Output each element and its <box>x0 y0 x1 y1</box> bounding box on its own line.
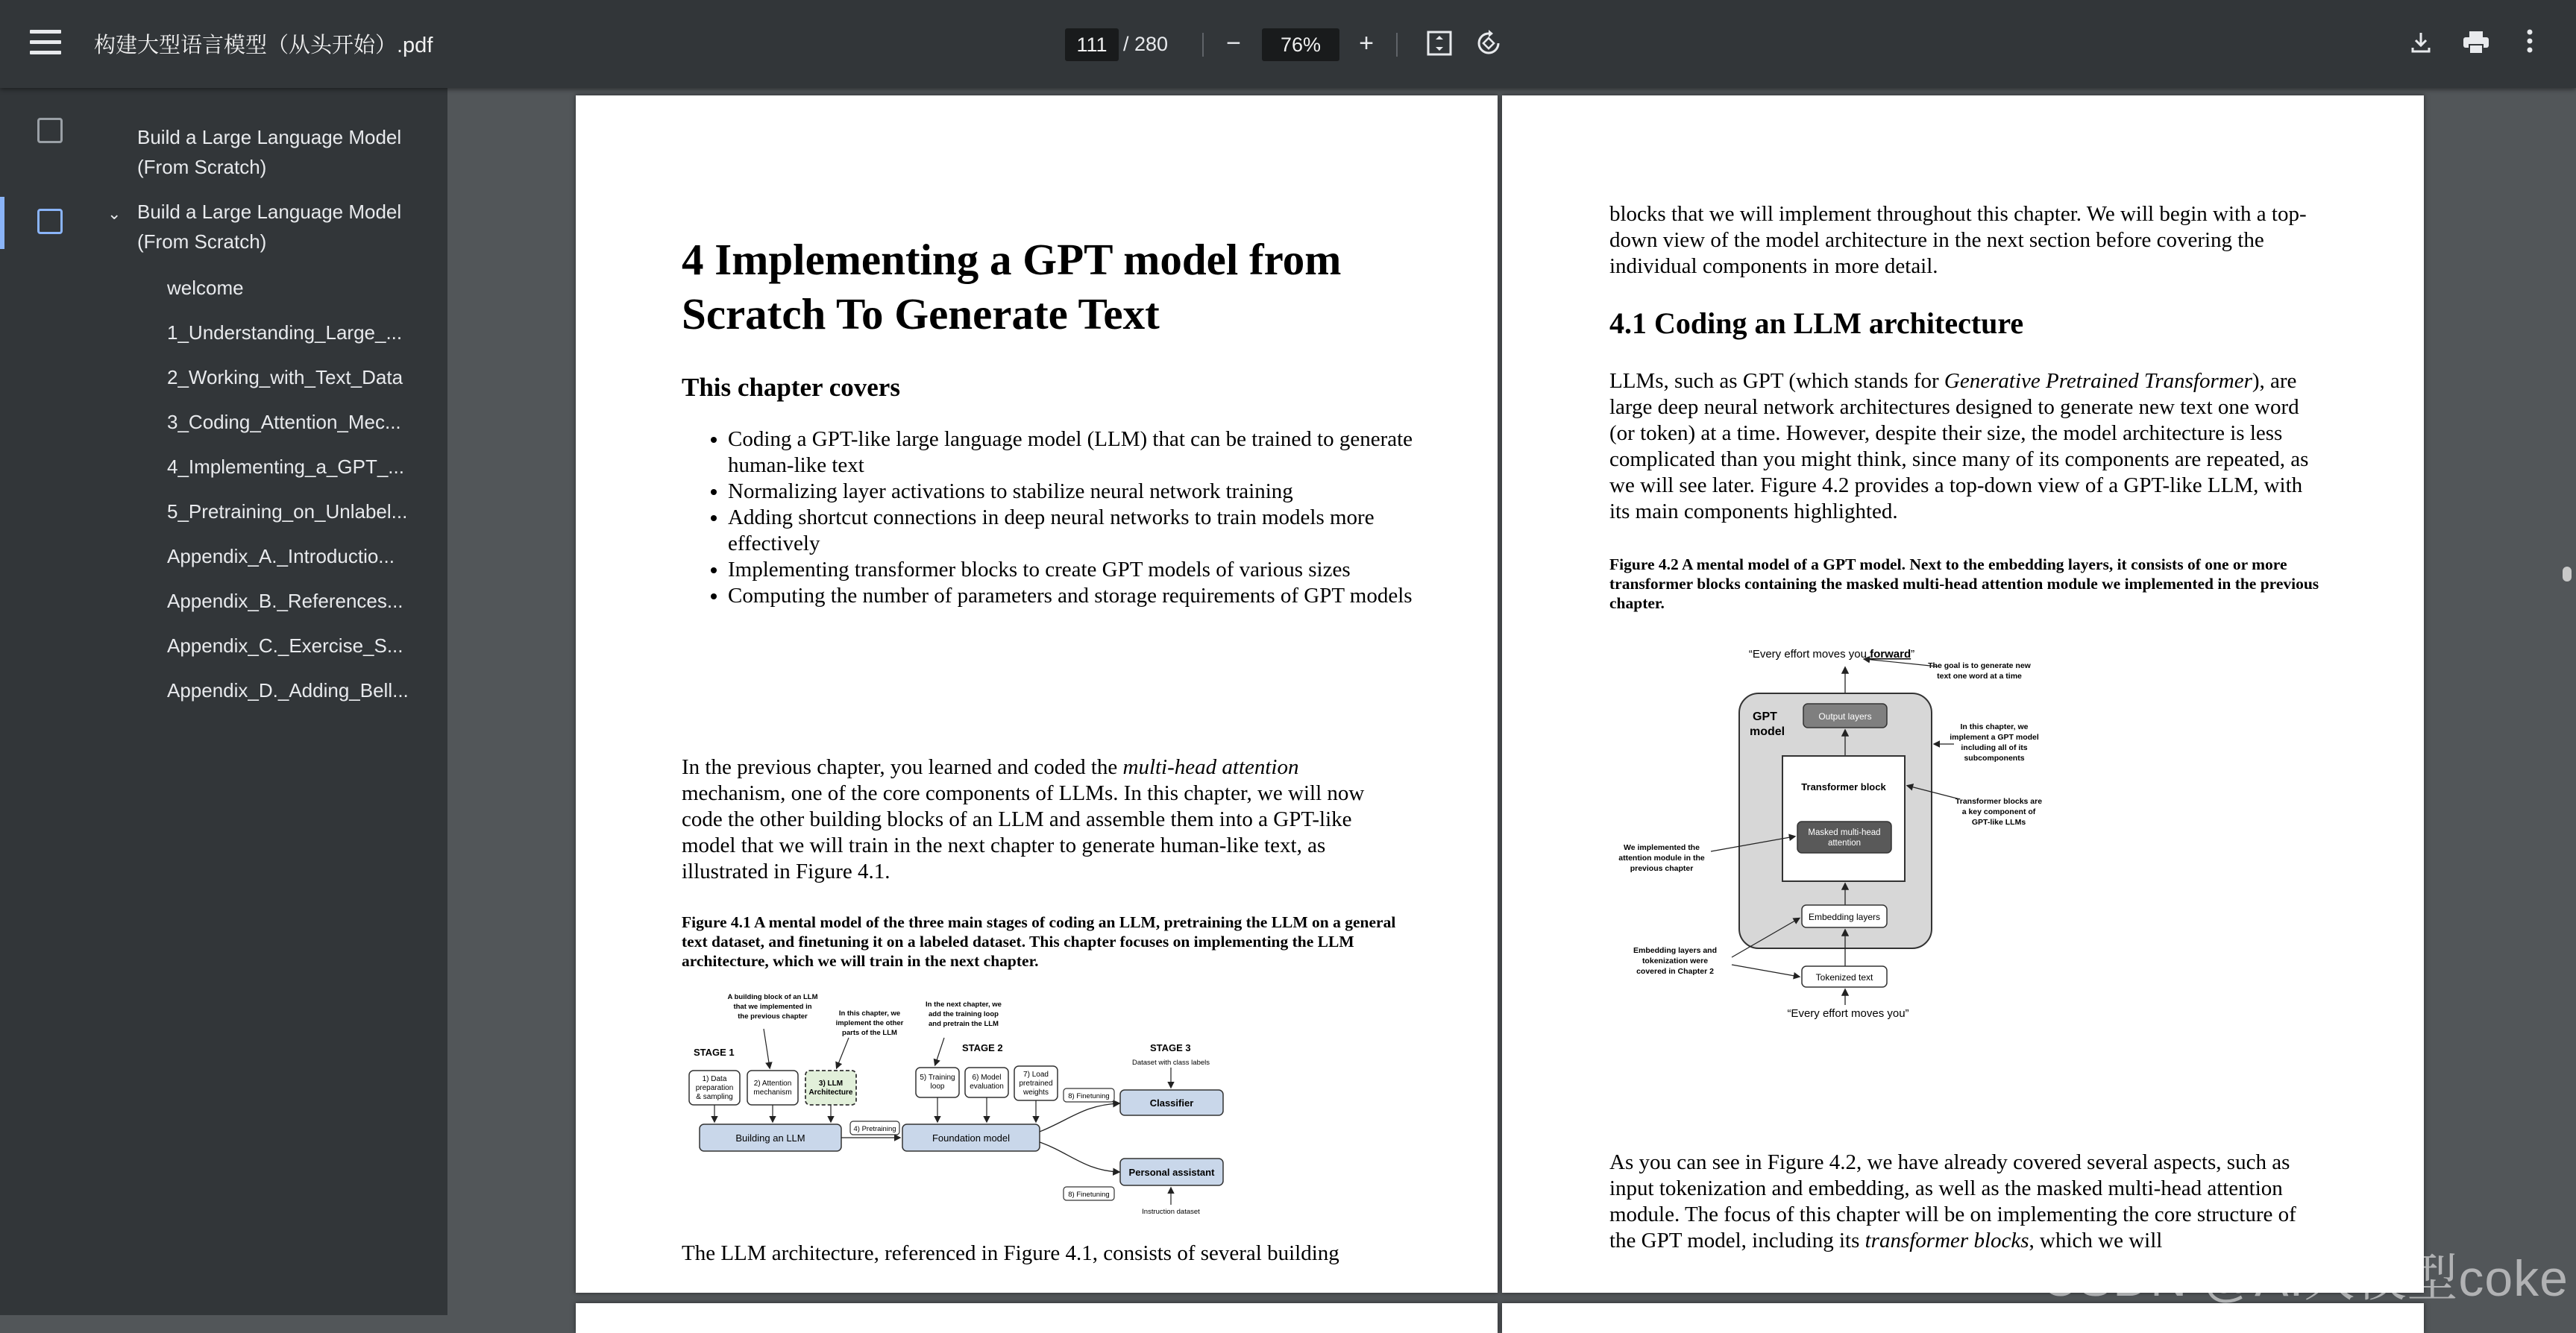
annotation: Dataset with class labels <box>1131 1059 1210 1067</box>
outline-item[interactable]: 4_Implementing_a_GPT_... <box>167 456 404 478</box>
outline-item[interactable]: Appendix_C._Exercise_S... <box>167 634 403 657</box>
outline-sidebar <box>0 88 447 1315</box>
figure-caption: Figure 4.1 A mental model of the three main stages of coding an LLM, pretraining the LLM on a general text dataset, and finetuning it on a labeled dataset. This chapter focuses on implementing the LLM architecture, which we will train in the next chapter. <box>682 913 1396 970</box>
box-label: 4) Pretraining <box>853 1125 896 1133</box>
box-label: Foundation model <box>932 1132 1011 1144</box>
annotation: In the next chapter, we add the training loop and pretrain the LLM <box>926 1000 1002 1028</box>
paragraph: The LLM architecture, referenced in Figure 4.1, consists of several building <box>682 1241 1339 1265</box>
fit-page-icon[interactable] <box>1424 30 1454 63</box>
print-icon[interactable] <box>2460 30 2492 62</box>
box-label: Embedding layers <box>1808 912 1881 922</box>
box-label: Masked multi-head attention <box>1808 828 1881 848</box>
box-label: 2) Attention mechanism <box>753 1080 792 1097</box>
annotation: The goal is to generate new text one word at a time <box>1928 661 2031 681</box>
box-label: 3) LLM Architecture <box>808 1080 853 1097</box>
outline-item[interactable]: Appendix_A._Introductio... <box>167 545 395 567</box>
chapter-covers-heading: This chapter covers <box>682 373 900 402</box>
chapter-title: 4 Implementing a GPT model from Scratch To Generate Text <box>682 235 1342 338</box>
stage-label: STAGE 2 <box>962 1042 1003 1053</box>
pdf-page-left <box>576 95 1498 1293</box>
outline-item[interactable]: 3_Coding_Attention_Mec... <box>167 411 401 433</box>
more-options-icon[interactable] <box>2515 28 2545 60</box>
thumbnails-icon[interactable] <box>37 118 63 143</box>
pdf-page-right <box>1502 95 2424 1293</box>
list-item: • Computing the number of parameters and storage requirements of GPT models <box>728 583 1444 609</box>
paragraph: In the previous chapter, you learned and coded the multi-head attention mechanism, one of the core components of LLMs. In this chapter, we will now code the other building blocks of an LLM and assemble them into a GPT-like model that we will train in the next chapter to generate human-like text, as illustrated in Figure 4.1. <box>682 755 1365 883</box>
toolbar-divider <box>1396 33 1398 57</box>
paragraph: As you can see in Figure 4.2, we have already covered several aspects, such as input tokenization and embedding, as well as the masked multi-head attention module. The focus of this chapter will be on implementing the core structure of the GPT model, including its transformer blocks, which we will <box>1609 1150 2296 1252</box>
box-label: 6) Model evaluation <box>970 1074 1004 1091</box>
box-label: Tokenized text <box>1815 972 1873 983</box>
box-label: 1) Data preparation & sampling <box>695 1075 734 1101</box>
figure-caption: Figure 4.2 A mental model of a GPT model. Next to the embedding layers, it consists of one or more transformer blocks containing the masked multi-head attention module we implemented in the previous chapter. <box>1609 555 2319 612</box>
stage-label: STAGE 1 <box>694 1047 735 1058</box>
quote-input: “Every effort moves you” <box>1787 1007 1909 1020</box>
box-label: Classifier <box>1149 1097 1194 1109</box>
menu-icon[interactable] <box>30 30 61 58</box>
download-icon[interactable] <box>2406 30 2436 62</box>
outline-item[interactable]: 5_Pretraining_on_Unlabel... <box>167 500 408 523</box>
box-label: Personal assistant <box>1128 1167 1215 1178</box>
pdf-page-next-left <box>576 1303 1498 1333</box>
rotate-icon[interactable] <box>1474 30 1504 63</box>
box-label: 8) Finetuning <box>1068 1191 1110 1199</box>
box-label: 7) Load pretrained weights <box>1019 1071 1053 1097</box>
box-label: 8) Finetuning <box>1068 1092 1110 1100</box>
box-label: Output layers <box>1818 711 1872 722</box>
gpt-model-label: GPT model <box>1750 710 1785 738</box>
outline-item[interactable]: welcome <box>167 277 244 299</box>
section-title: 4.1 Coding an LLM architecture <box>1609 306 2024 340</box>
list-item: • Adding shortcut connections in deep neural networks to train models more effectively <box>728 505 1444 557</box>
outline-item[interactable]: Build a Large Language Model (From Scratch) <box>137 126 402 178</box>
page-total: / 280 <box>1123 33 1169 55</box>
annotation: In this chapter, we implement a GPT model including all of its subcomponents <box>1950 722 2039 763</box>
list-item: • Normalizing layer activations to stabilize neural network training <box>728 479 1444 505</box>
scrollbar-thumb[interactable] <box>2563 567 2572 582</box>
outline-item[interactable]: 1_Understanding_Large_... <box>167 321 403 344</box>
figure-4-1 <box>682 993 1234 1227</box>
zoom-in-icon[interactable]: + <box>1359 29 1374 57</box>
watermark: CSDN @AI大模型coke <box>2041 1250 2569 1307</box>
box-label: Building an LLM <box>735 1132 805 1144</box>
annotation: Transformer blocks are a key component of GPT-like LLMs <box>1955 797 2043 827</box>
file-title: 构建大型语言模型（从头开始）.pdf <box>94 34 433 57</box>
paragraph: LLMs, such as GPT (which stands for Generative Pretrained Transformer), are large deep neural network architectures designed to generate new text one word (or token) at a time. However, despite their size, the model architecture is less complicated than you might think, since many of its components are repeated, as we will see later. Figure 4.2 provides a top-down view of a GPT-like LLM, with its main components highlighted. <box>1609 369 2309 523</box>
pdf-toolbar <box>0 0 2576 88</box>
annotation: A building block of an LLM that we implemented in the previous chapter <box>727 993 818 1021</box>
zoom-out-icon[interactable]: − <box>1226 29 1241 57</box>
box-label: Transformer block <box>1801 781 1886 792</box>
stage-label: STAGE 3 <box>1150 1042 1191 1053</box>
zoom-input[interactable]: 76% <box>1262 28 1339 61</box>
chapter-covers-list <box>682 426 1444 609</box>
annotation: Embedding layers and tokenization were covered in Chapter 2 <box>1633 946 1718 976</box>
annotation: Instruction dataset <box>1142 1208 1200 1216</box>
active-indicator <box>0 197 4 249</box>
box-label: 5) Training loop <box>920 1074 955 1091</box>
quote-output: “Every effort moves you forward” <box>1748 648 1915 661</box>
annotation: In this chapter, we implement the other parts of the LLM <box>835 1009 904 1037</box>
page-number-input[interactable]: 111 <box>1065 28 1119 61</box>
figure-4-2 <box>1606 640 2114 1027</box>
outline-item[interactable]: 2_Working_with_Text_Data <box>167 366 403 388</box>
list-item: • Implementing transformer blocks to create GPT models of various sizes <box>728 557 1444 583</box>
toolbar-divider <box>1202 33 1204 57</box>
paragraph: blocks that we will implement throughout this chapter. We will begin with a top-down view of the model architecture in the next section before covering the individual components in more detail. <box>1609 202 2307 278</box>
outline-item[interactable]: Build a Large Language Model (From Scratch) <box>137 201 402 253</box>
chevron-down-icon[interactable]: ⌄ <box>107 204 122 223</box>
annotation: We implemented the attention module in the previous chapter <box>1618 843 1705 873</box>
outline-item[interactable]: Appendix_D._Adding_Bell... <box>167 679 409 702</box>
list-item: • Coding a GPT-like large language model (LLM) that can be trained to generate human-like text <box>728 426 1444 479</box>
outline-item[interactable]: Appendix_B._References... <box>167 590 403 612</box>
outline-icon[interactable] <box>37 209 63 234</box>
